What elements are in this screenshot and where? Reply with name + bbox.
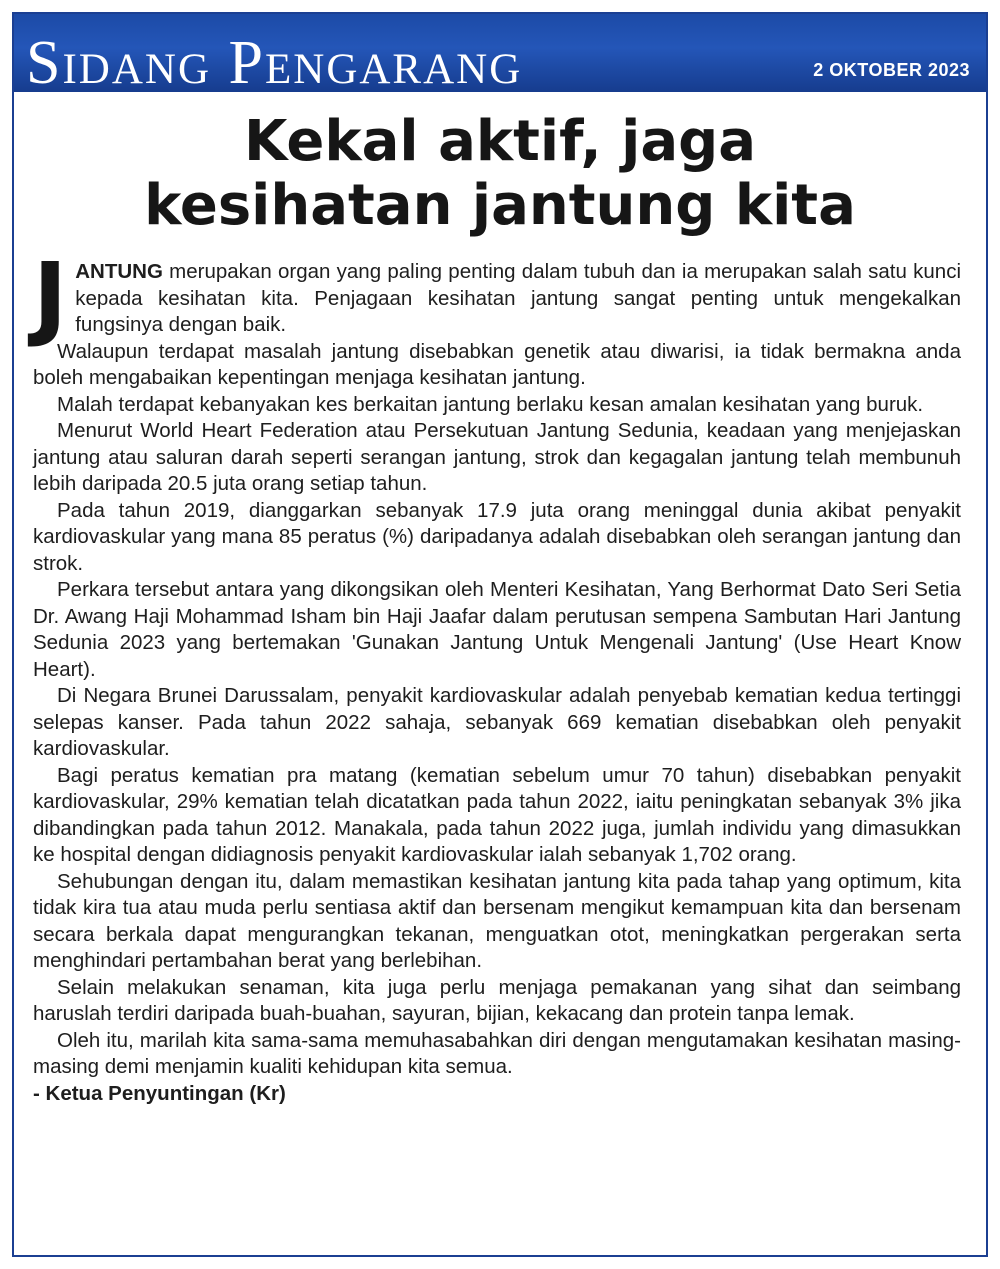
article-paragraph: Oleh itu, marilah kita sama-sama memuhasabahkan diri dengan mengutamakan kesihatan masing-masing demi menjamin kualiti kehidupan kita semua. bbox=[33, 1028, 961, 1078]
signoff-text: - Ketua Penyuntingan (Kr) bbox=[33, 1081, 286, 1105]
publication-date: 2 OKTOBER 2023 bbox=[813, 60, 970, 80]
headline-line-2: kesihatan jantung kita bbox=[144, 173, 856, 238]
article-body bbox=[33, 243, 961, 1107]
article-paragraph: Sehubungan dengan itu, dalam memastikan kesihatan jantung kita pada tahap yang optimum, kita tidak kira tua atau muda perlu sentiasa aktif dan bersenam mengikut kemampuan kita dan bersenam secara berkala dapat mengurangkan tekanan, menguatkan otot, meningkatkan pergerakan serta menghindari pertambahan berat yang berlebihan. bbox=[33, 869, 961, 972]
article-paragraph: Walaupun terdapat masalah jantung disebabkan genetik atau diwarisi, ia tidak bermakna anda boleh mengabaikan kepentingan menjaga kesihatan jantung. bbox=[33, 339, 961, 389]
masthead-title: Sidang Pengarang bbox=[26, 29, 523, 92]
article-paragraph: Bagi peratus kematian pra matang (kematian sebelum umur 70 tahun) disebabkan penyakit kardiovaskular, 29% kematian telah dicatatkan pada tahun 2022, iaitu peningkatan sebanyak 3% jika dibandingkan pada tahun 2012. Manakala, pada tahun 2022 juga, jumlah individu yang dimasukkan ke hospital dengan didiagnosis penyakit kardiovaskular ialah sebanyak 1,702 orang. bbox=[33, 763, 961, 866]
lead-word: ANTUNG bbox=[75, 260, 163, 283]
article-paragraph: Malah terdapat kebanyakan kes berkaitan jantung berlaku kesan amalan kesihatan yang buruk. bbox=[57, 392, 924, 416]
article-headline bbox=[40, 110, 960, 238]
article-paragraph: Pada tahun 2019, dianggarkan sebanyak 17.9 juta orang meninggal dunia akibat penyakit kardiovaskular yang mana 85 peratus (%) daripadanya adalah disebabkan oleh serangan jantung dan strok. bbox=[33, 498, 961, 575]
article-paragraph: Selain melakukan senaman, kita juga perlu menjaga pemakanan yang sihat dan seimbang haruslah terdiri daripada buah-buahan, sayuran, bijian, kekacang dan protein tanpa lemak. bbox=[33, 975, 961, 1025]
article-paragraph: Perkara tersebut antara yang dikongsikan oleh Menteri Kesihatan, Yang Berhormat Dato Seri Setia Dr. Awang Haji Mohammad Isham bin Haji Jaafar dalam perutusan sempena Sambutan Hari Jantung Sedunia 2023 yang bertemakan 'Gunakan Jantung Untuk Mengenali Jantung' (Use Heart Know Heart). bbox=[33, 578, 961, 681]
paragraph-text: merupakan organ yang paling penting dalam tubuh dan ia merupakan salah satu kunci kepada kesihatan kita. Penjagaan kesihatan jantung sangat penting untuk mengekalkan fungsinya dengan baik. bbox=[75, 260, 961, 336]
article-paragraph bbox=[33, 243, 961, 350]
article-signoff bbox=[33, 1081, 961, 1108]
drop-cap: J bbox=[33, 243, 68, 350]
article-paragraph: Di Negara Brunei Darussalam, penyakit kardiovaskular adalah penyebab kematian kedua tertinggi selepas kanser. Pada tahun 2022 sahaja, sebanyak 669 kematian disebabkan oleh penyakit kardiovaskular. bbox=[33, 684, 961, 760]
article-paragraph: Menurut World Heart Federation atau Persekutuan Jantung Sedunia, keadaan yang menjejaskan jantung atau saluran darah seperti serangan jantung, strok dan kegagalan jantung telah membunuh lebih daripada 20.5 juta orang setiap tahun. bbox=[33, 419, 961, 495]
headline-line-1: Kekal aktif, jaga bbox=[243, 109, 757, 174]
